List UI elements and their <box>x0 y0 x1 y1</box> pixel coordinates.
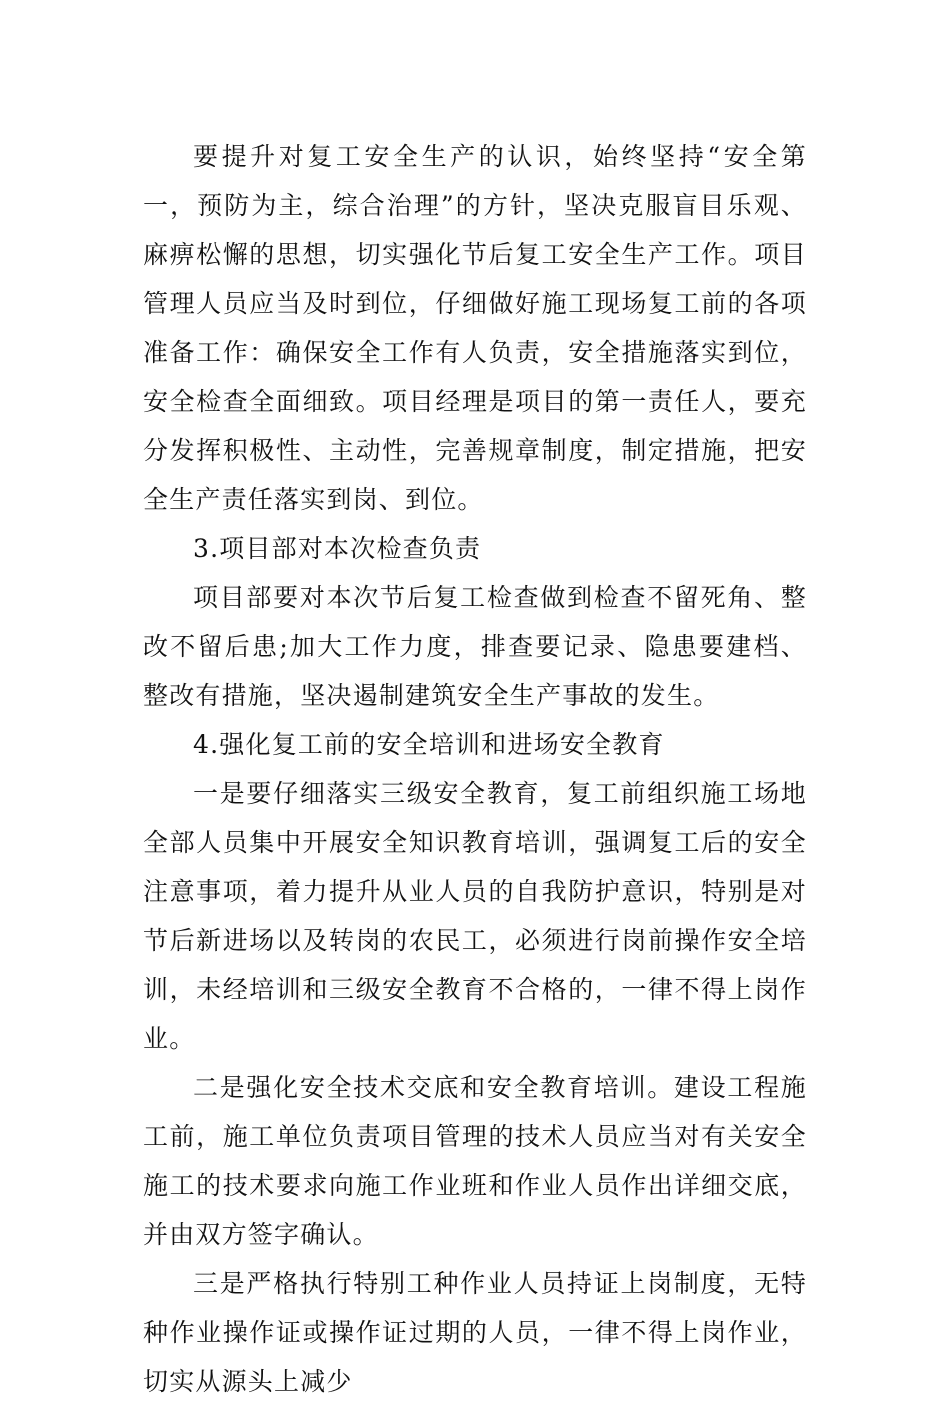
paragraph-three-level-education: 一是要仔细落实三级安全教育，复工前组织施工场地全部人员集中开展安全知识教育培训，强调复工后的安全注意事项，着力提升从业人员的自我防护意识，特别是对节后新进场以及转岗的农民工，必须进行岗前操作安全培训，未经培训和三级安全教育不合格的，一律不得上岗作业。 <box>143 779 807 1053</box>
section-heading-4: 4.强化复工前的安全培训和进场安全教育 <box>193 730 665 759</box>
paragraph-technical-briefing: 二是强化安全技术交底和安全教育培训。建设工程施工前，施工单位负责项目管理的技术人员应当对有关安全施工的技术要求向施工作业班和作业人员作出详细交底，并由双方签字确认。 <box>143 1073 807 1249</box>
paragraph-special-operations-certification: 三是严格执行特别工种作业人员持证上岗制度，无特种作业操作证或操作证过期的人员，一律不得上岗作业，切实从源头上减少 <box>143 1269 807 1396</box>
paragraph-inspection-responsibility: 项目部要对本次节后复工检查做到检查不留死角、整改不留后患;加大工作力度，排查要记录、隐患要建档、整改有措施，坚决遏制建筑安全生产事故的发生。 <box>143 583 807 710</box>
section-heading-3: 3.项目部对本次检查负责 <box>193 534 482 563</box>
document-body <box>143 132 807 1406</box>
paragraph-work-resumption-awareness: 要提升对复工安全生产的认识，始终坚持“安全第一，预防为主，综合治理”的方针，坚决克服盲目乐观、麻痹松懈的思想，切实强化节后复工安全生产工作。项目管理人员应当及时到位，仔细做好施工现场复工前的各项准备工作：确保安全工作有人负责，安全措施落实到位，安全检查全面细致。项目经理是项目的第一责任人，要充分发挥积极性、主动性，完善规章制度，制定措施，把安全生产责任落实到岗、到位。 <box>143 142 807 514</box>
